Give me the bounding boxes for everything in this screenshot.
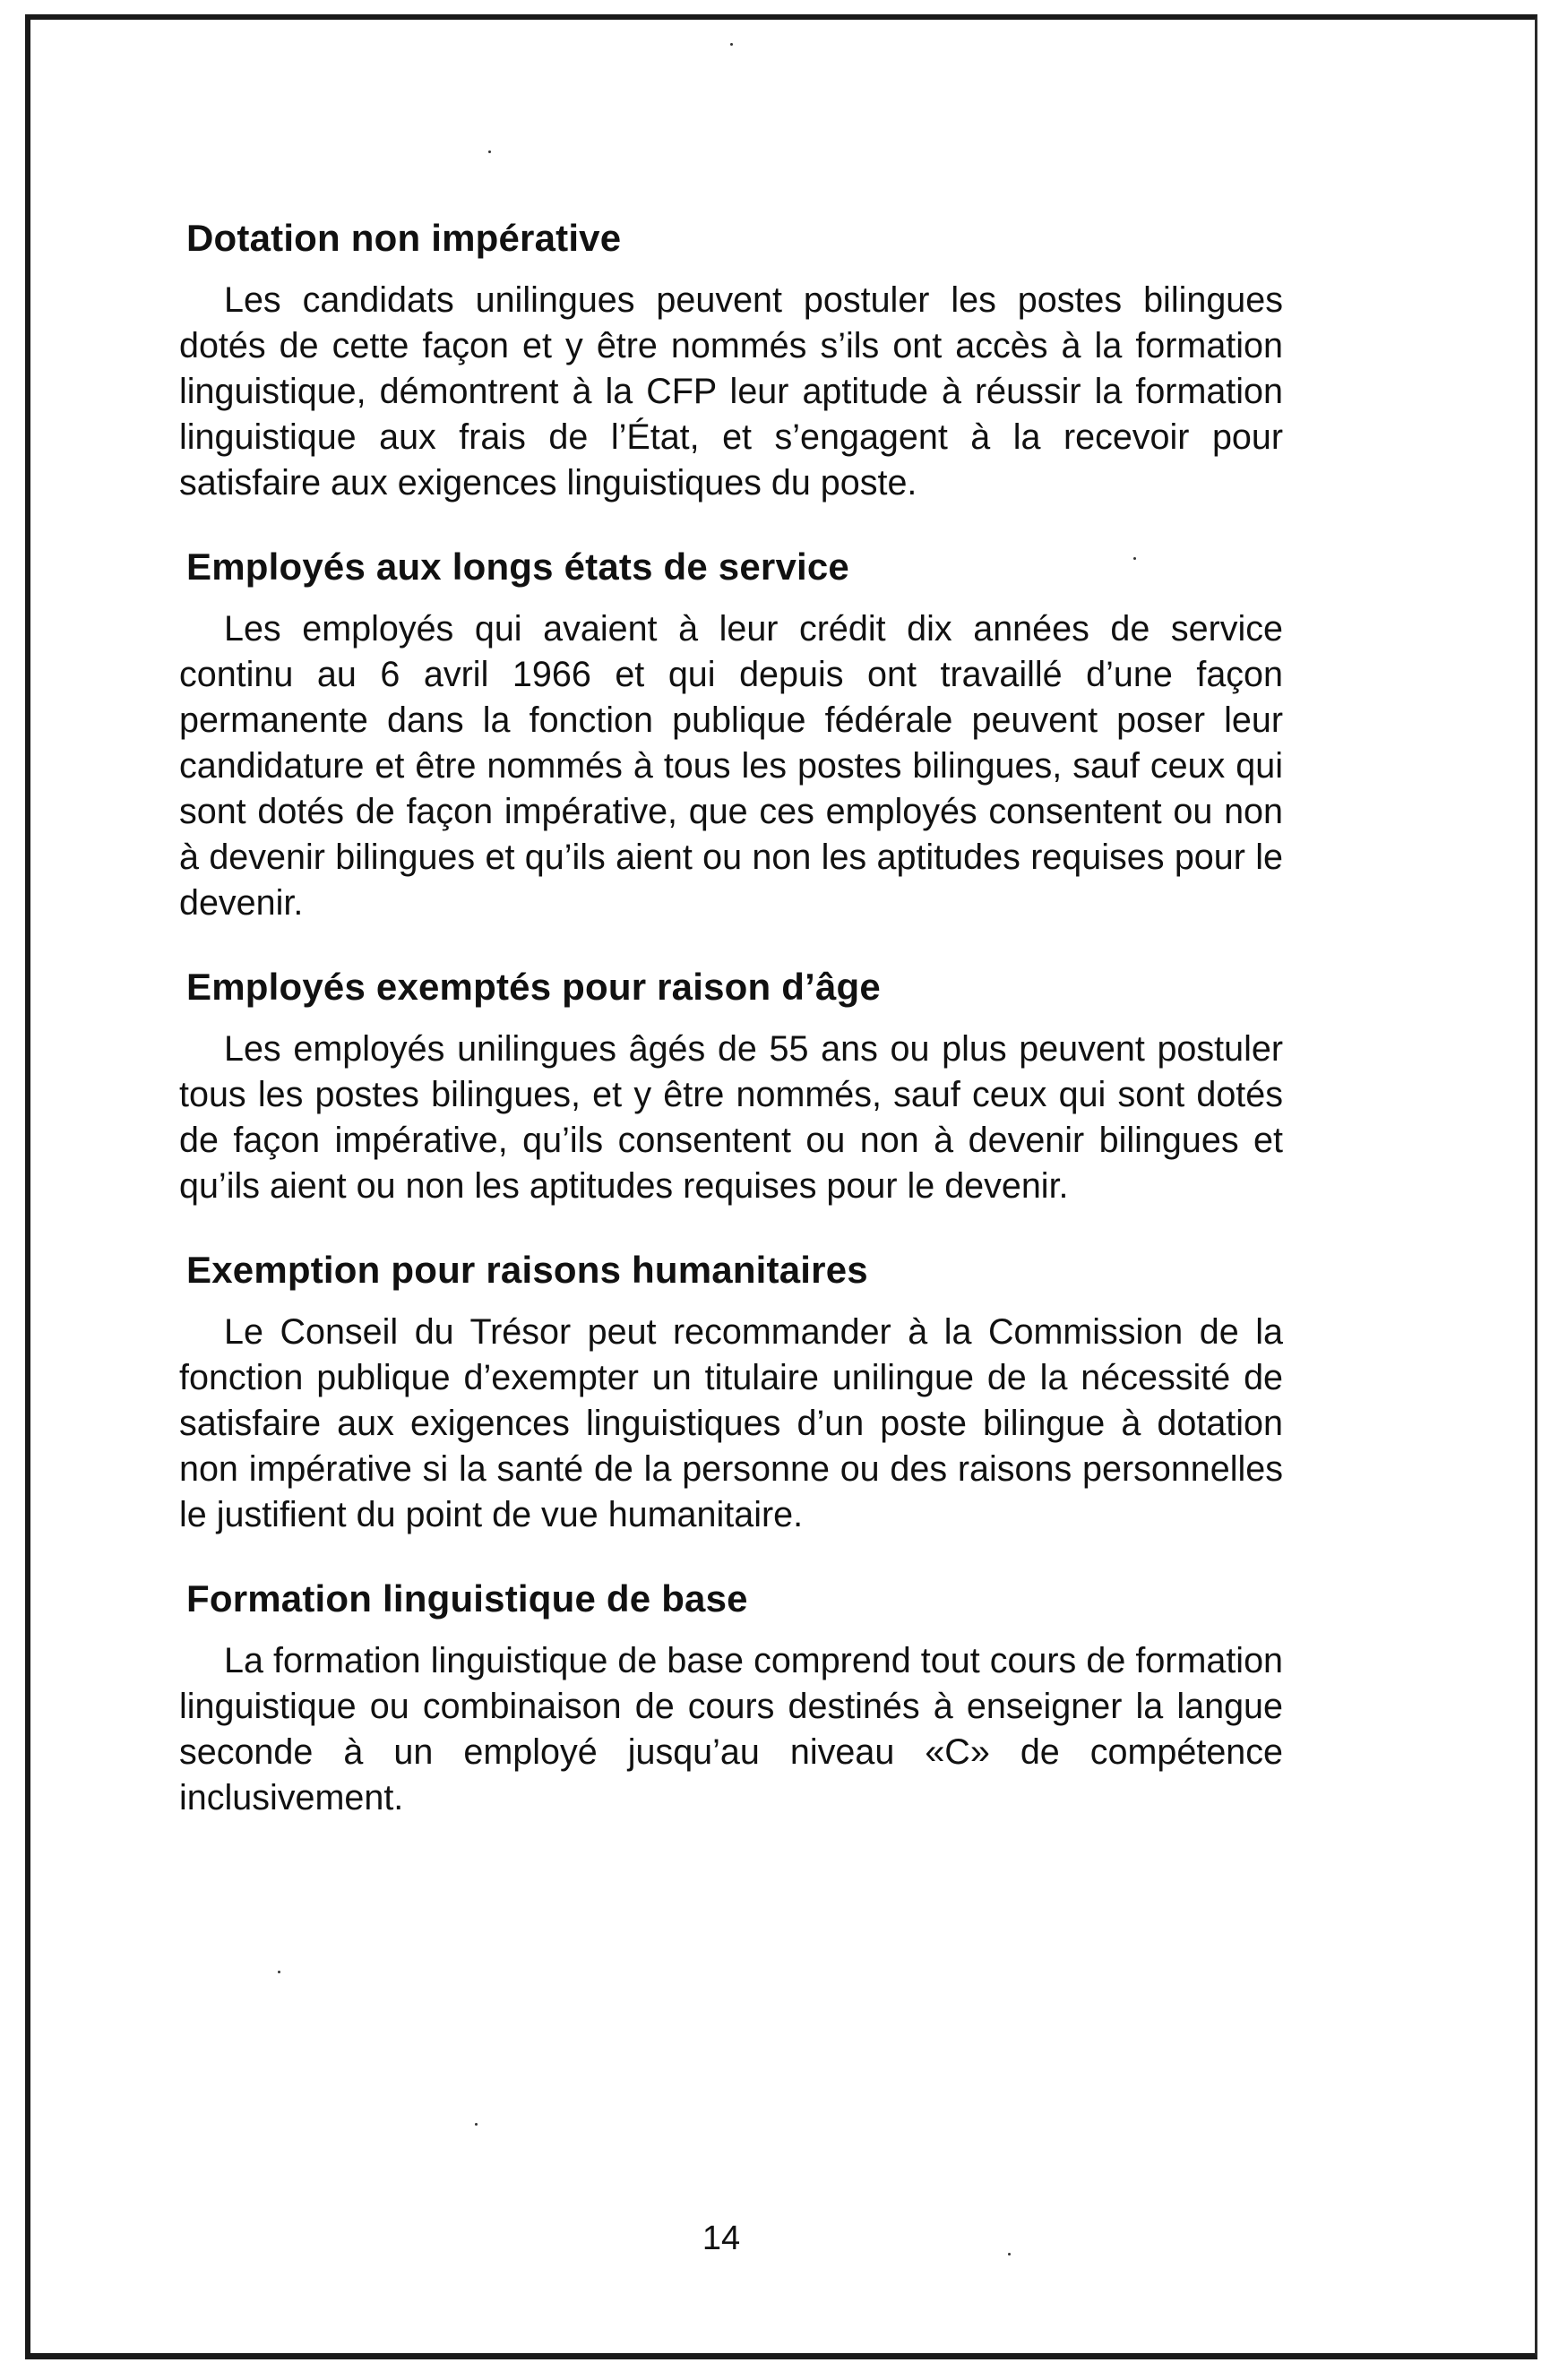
scan-speck xyxy=(488,150,491,153)
scan-speck xyxy=(475,2123,478,2126)
section-paragraph: La formation linguistique de base comprend tout cours de formation linguistique ou combinaison de cours destinés à enseigner la langue seconde à un employé jusqu’au niveau «C» de compétence inclusivement. xyxy=(179,1641,1283,1817)
section-heading: Employés aux longs états de service xyxy=(186,546,849,588)
section-paragraph: Les employés unilingues âgés de 55 ans ou plus peuvent postuler tous les postes bilingues, et y être nommés, sauf ceux qui sont dotés de façon impérative, qu’ils consentent ou non à devenir bilingues et qu’ils aient ou non les aptitudes requises pour le devenir. xyxy=(179,1029,1283,1206)
section-paragraph: Les candidats unilingues peuvent postuler les postes bilingues dotés de cette façon et y être nommés s’ils ont accès à la formation linguistique, démontrent à la CFP leur aptitude à réussir la formation linguistique aux frais de l’État, et s’engagent à la recevoir pour satisfaire aux exigences linguistiques du poste. xyxy=(179,280,1283,503)
section-paragraph: Le Conseil du Trésor peut recommander à la Commission de la fonction publique d’exempter un titulaire unilingue de la nécessité de satisfaire aux exigences linguistiques d’un poste bilingue à dotation non impérative si la santé de la personne ou des raisons personnelles le justifient du point de vue humanitaire. xyxy=(179,1312,1283,1534)
section-dotation-non-imperative xyxy=(179,213,1283,506)
section-exemption-humanitaire xyxy=(179,1245,1283,1538)
section-employes-exemptes-age xyxy=(179,962,1283,1209)
section-heading: Exemption pour raisons humanitaires xyxy=(186,1249,868,1291)
section-employes-longs-etats-de-service xyxy=(179,542,1283,926)
document-content xyxy=(179,213,1283,1857)
section-heading: Dotation non impérative xyxy=(186,217,622,259)
section-formation-linguistique-de-base xyxy=(179,1574,1283,1821)
section-heading: Formation linguistique de base xyxy=(186,1577,748,1620)
section-heading: Employés exemptés pour raison d’âge xyxy=(186,966,881,1008)
page-number: 14 xyxy=(702,2220,741,2257)
scan-speck xyxy=(278,1971,280,1973)
scan-speck xyxy=(730,43,733,46)
section-paragraph: Les employés qui avaient à leur crédit dix années de service continu au 6 avril 1966 et qui depuis ont travaillé d’une façon permanente dans la fonction publique fédérale peuvent poser leur candidature et être nommés à tous les postes bilingues, sauf ceux qui sont dotés de façon impérative, que ces employés consentent ou non à devenir bilingues et qu’ils aient ou non les aptitudes requises pour le devenir. xyxy=(179,609,1283,923)
